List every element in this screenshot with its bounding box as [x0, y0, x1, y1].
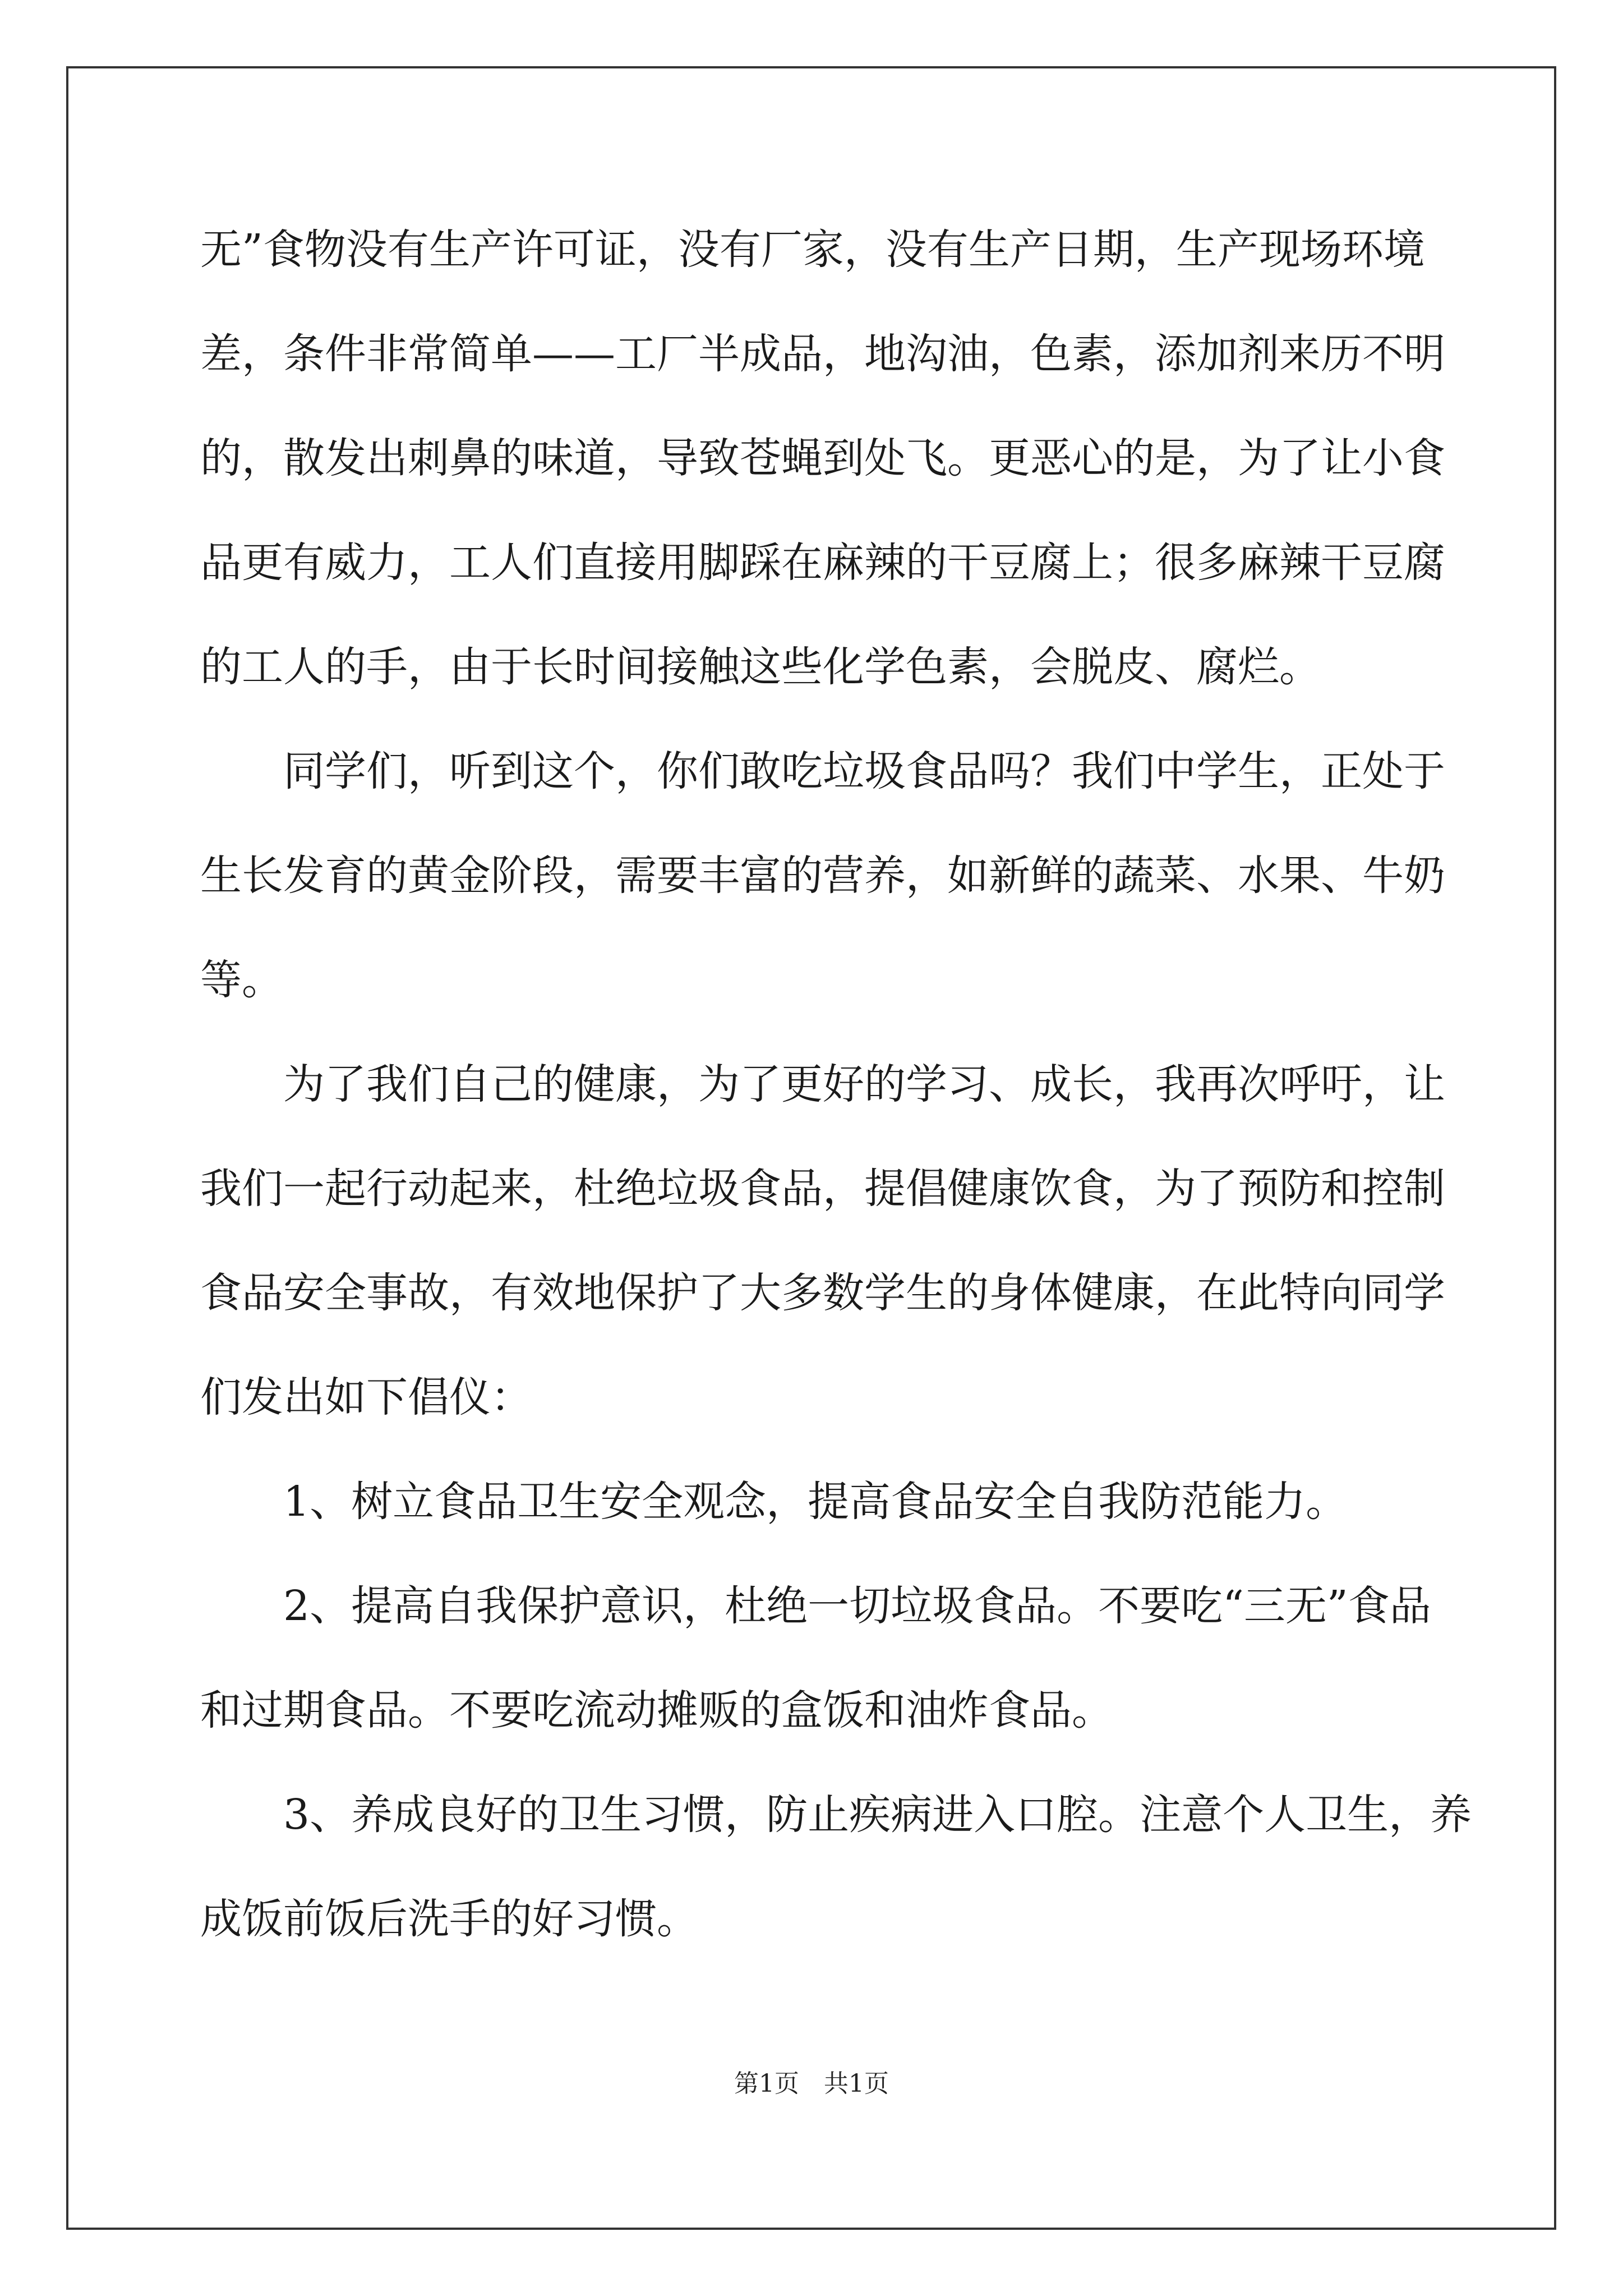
- page-footer: 第1页 共1页: [734, 2069, 889, 2098]
- text-line: 1、树立食品卫生安全观念，提高食品安全自我防范能力。: [283, 1478, 1348, 1526]
- text-line: 品更有威力，工人们直接用脚踩在麻辣的干豆腐上；很多麻辣干豆腐: [200, 539, 1445, 587]
- paragraph: [200, 1572, 1431, 1781]
- text-line: 为了我们自己的健康，为了更好的学习、成长，我再次呼吁，让: [283, 1060, 1445, 1108]
- text-line: 3、养成良好的卫生习惯，防止疾病进入口腔。注意个人卫生，养: [283, 1791, 1472, 1839]
- text-line: 成饭前饭后洗手的好习惯。: [200, 1895, 698, 1943]
- text-line: 等。: [200, 956, 283, 1004]
- text-line: 无”食物没有生产许可证，没有厂家，没有生产日期，生产现场环境: [200, 226, 1425, 274]
- paragraph: [200, 1468, 1423, 1572]
- paragraph: [200, 738, 1445, 1051]
- text-line: 们发出如下倡仪：: [200, 1373, 532, 1421]
- paragraph: [200, 1051, 1445, 1468]
- text-line: 我们一起行动起来，杜绝垃圾食品，提倡健康饮食，为了预防和控制: [200, 1165, 1445, 1213]
- text-line: 生长发育的黄金阶段，需要丰富的营养，如新鲜的蔬菜、水果、牛奶: [200, 852, 1445, 900]
- paragraph: [200, 216, 1445, 738]
- text-line: 的，散发出刺鼻的味道，导致苍蝇到处飞。更恶心的是，为了让小食: [200, 434, 1445, 482]
- text-line: 2、提高自我保护意识，杜绝一切垃圾食品。不要吃“三无”食品: [283, 1582, 1431, 1630]
- document-body: [200, 216, 1472, 1990]
- text-line: 差，条件非常简单——工厂半成品，地沟油，色素，添加剂来历不明: [200, 330, 1445, 378]
- text-line: 的工人的手，由于长时间接触这些化学色素，会脱皮、腐烂。: [200, 643, 1321, 691]
- text-line: 食品安全事故，有效地保护了大多数学生的身体健康，在此特向同学: [200, 1269, 1445, 1317]
- text-line: 同学们，听到这个，你们敢吃垃圾食品吗？我们中学生，正处于: [283, 747, 1445, 795]
- paragraph: [200, 1781, 1472, 1990]
- text-line: 和过期食品。不要吃流动摊贩的盒饭和油炸食品。: [200, 1686, 1113, 1734]
